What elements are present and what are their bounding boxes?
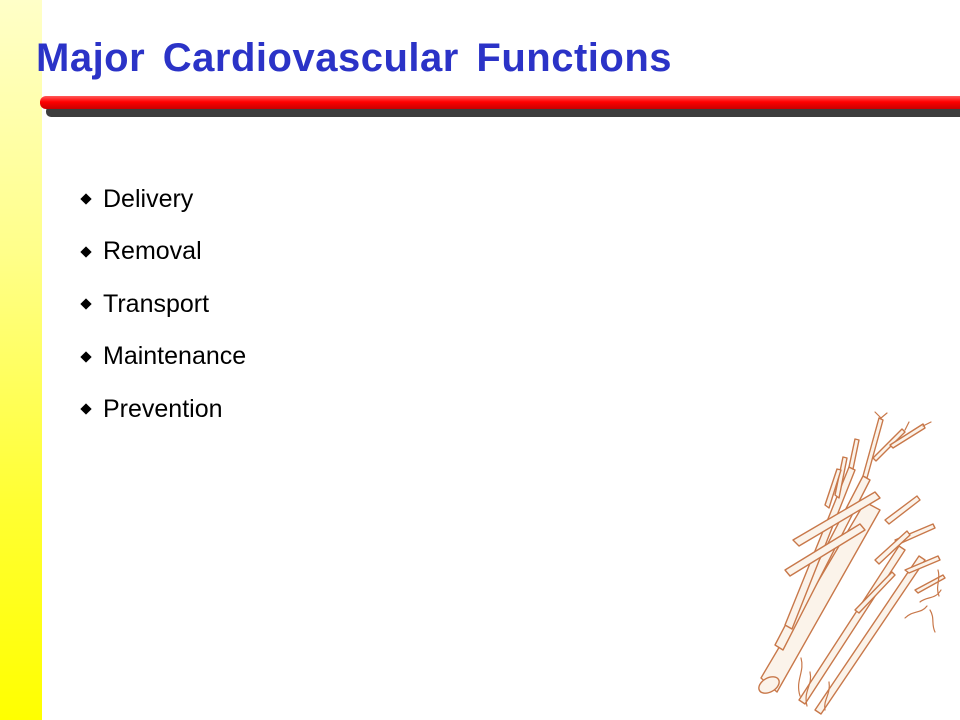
bullet-item-transport [78,278,246,331]
bullet-text: Prevention [103,394,223,423]
blood-vessel-illustration [755,410,960,720]
bullet-list [78,173,246,436]
bullet-text: Removal [103,237,202,266]
bullet-text: Transport [103,289,210,318]
diamond-bullet-icon [80,351,91,362]
bullet-text: Delivery [103,184,194,213]
diamond-bullet-icon [80,194,91,205]
bullet-text: Maintenance [103,342,247,371]
side-accent-bar [0,0,42,720]
title-rule [40,96,960,109]
diamond-bullet-icon [80,404,91,415]
slide-title: Major Cardiovascular Functions [36,36,673,80]
diamond-bullet-icon [80,246,91,257]
bullet-item-maintenance [78,331,246,384]
bullet-item-delivery [78,173,246,226]
bullet-item-removal [78,226,246,279]
bullet-item-prevention [78,383,246,436]
diamond-bullet-icon [80,299,91,310]
